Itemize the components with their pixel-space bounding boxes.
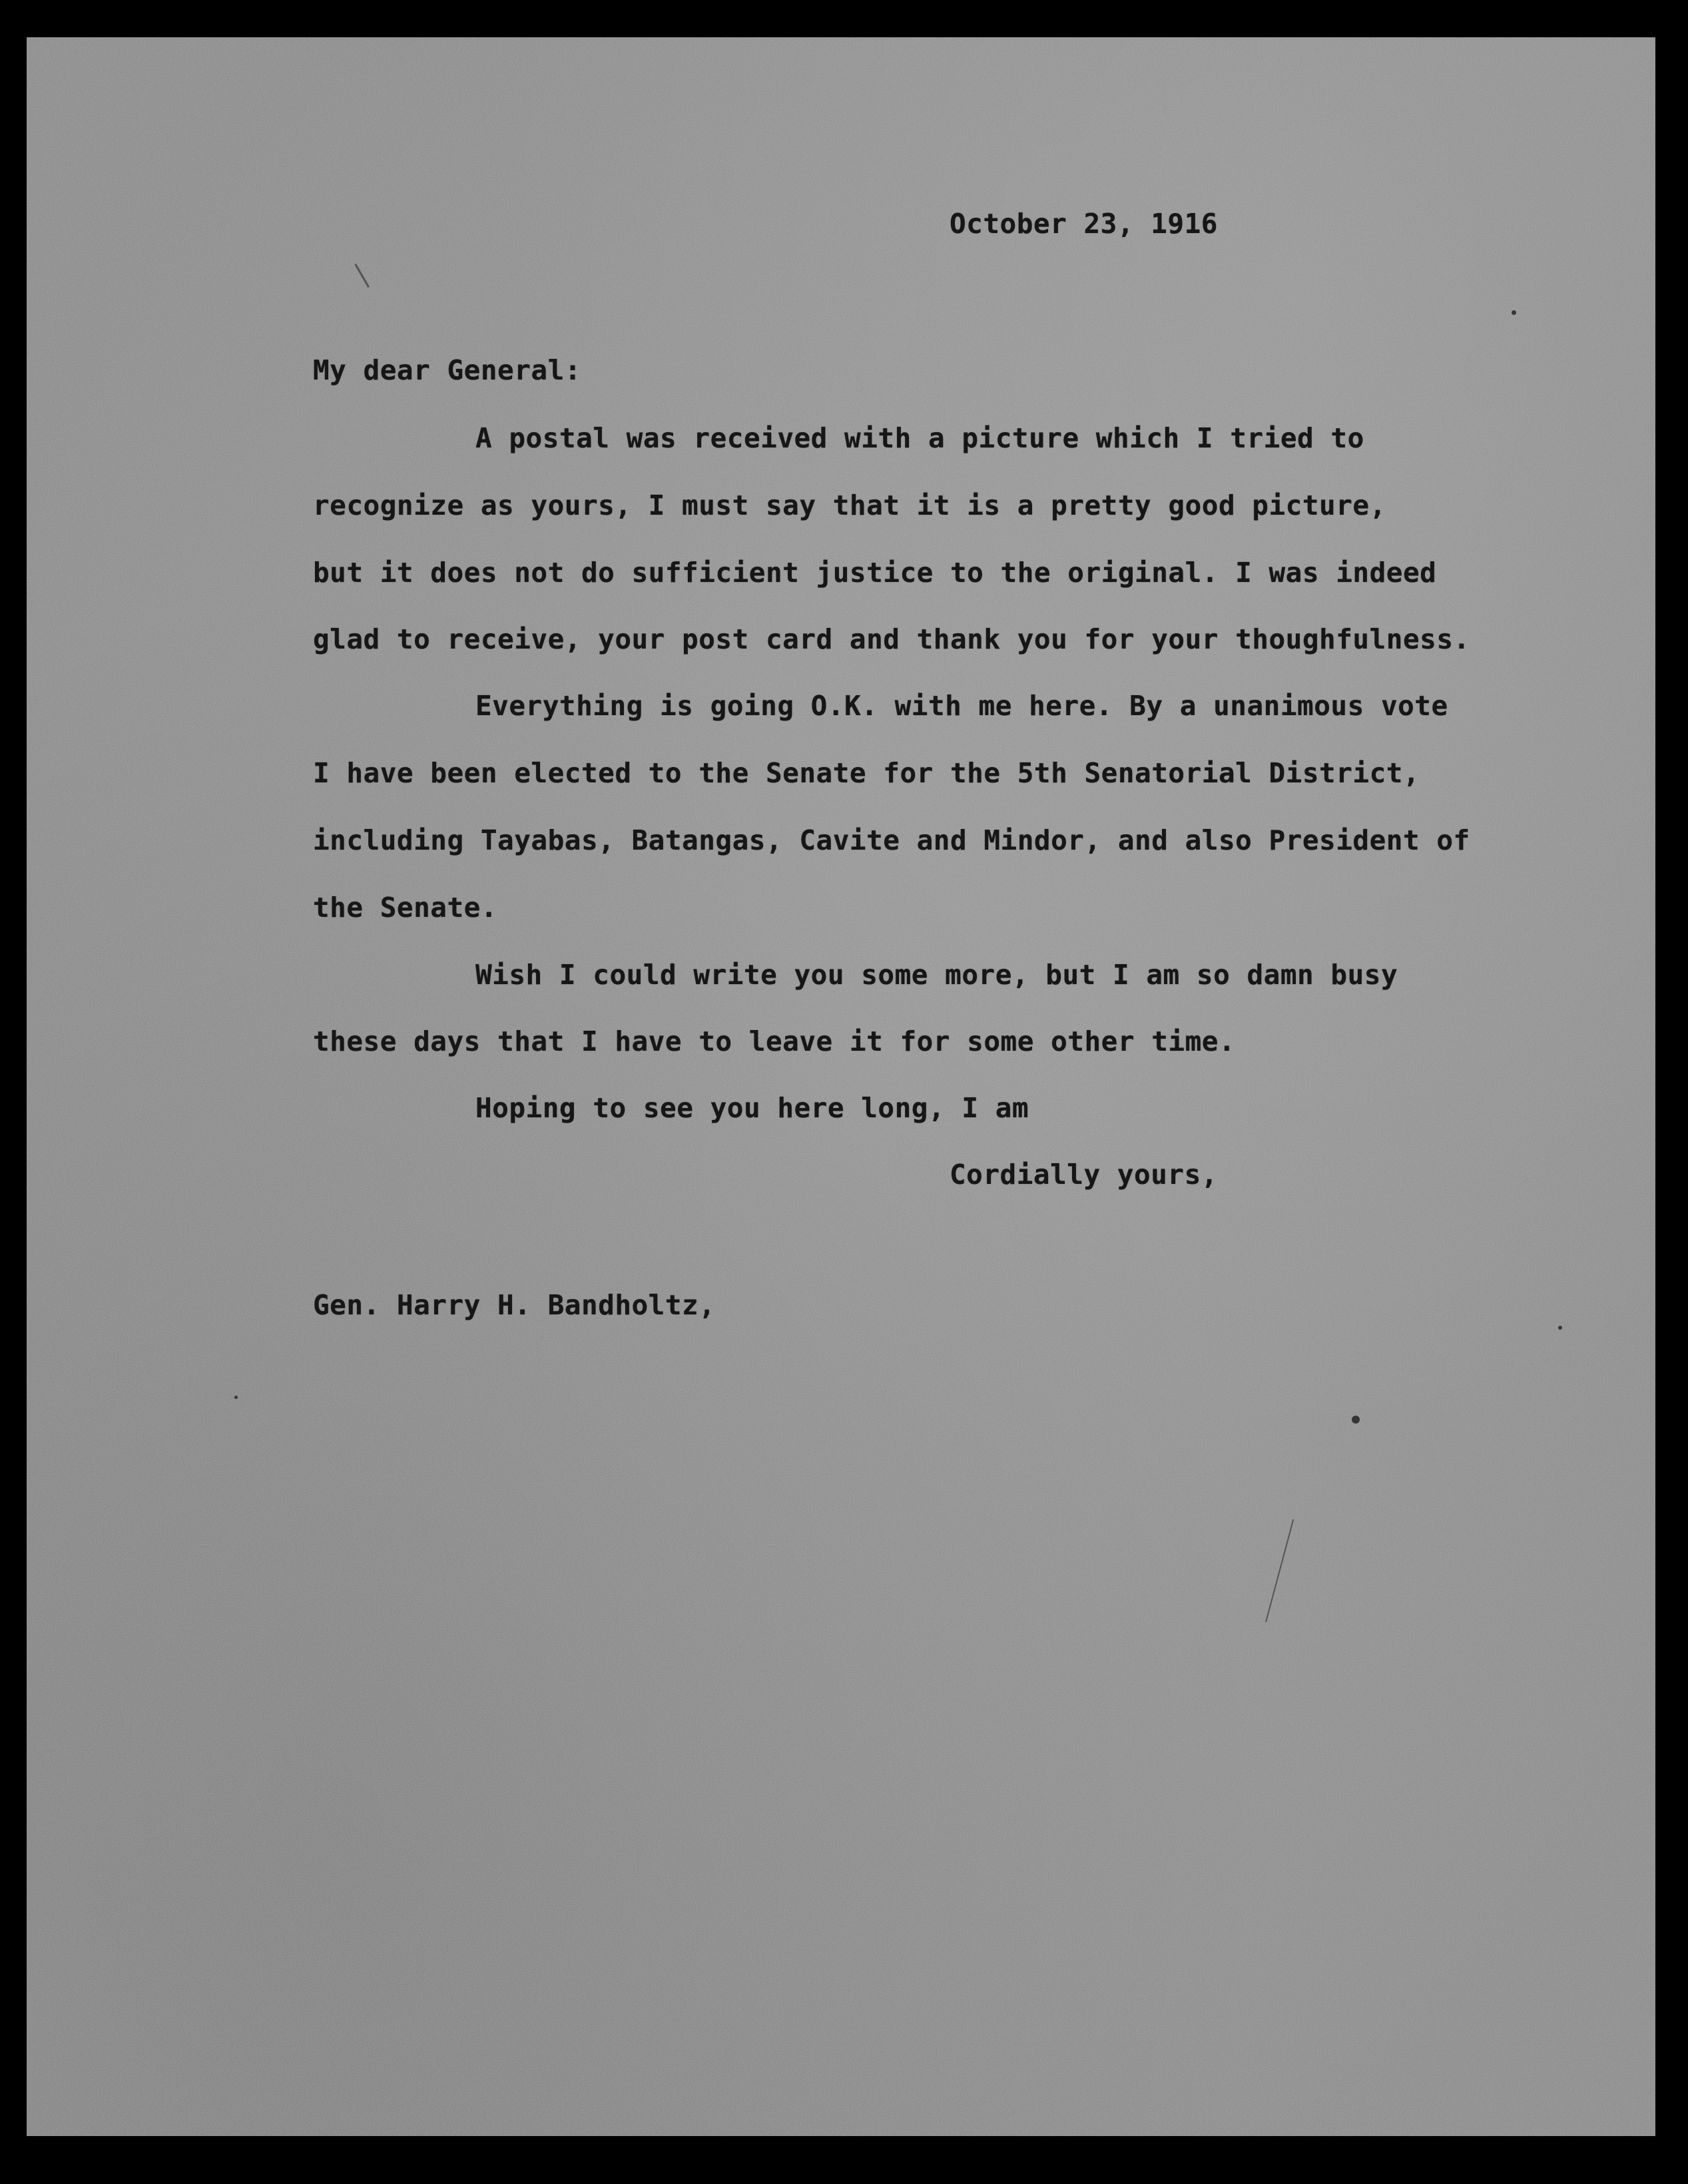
paragraph-3-line-1: Wish I could write you some more, but I am so damn busy (475, 959, 1398, 991)
letter-sheet (27, 37, 1655, 2136)
paragraph-1-line-1: A postal was received with a picture which I tried to (475, 422, 1364, 454)
letter-signoff: Cordially yours, (950, 1159, 1218, 1191)
paragraph-2-line-3: including Tayabas, Batangas, Cavite and Mindor, and also President of (313, 824, 1470, 856)
letter-salutation: My dear General: (313, 354, 581, 386)
paragraph-1-line-2: recognize as yours, I must say that it is a pretty good picture, (313, 489, 1386, 521)
paragraph-1-line-3: but it does not do sufficient justice to the original. I was indeed (313, 557, 1437, 589)
paragraph-2-line-4: the Senate. (313, 892, 498, 924)
paper-speck (1352, 1416, 1360, 1424)
letter-date: October 23, 1916 (950, 208, 1218, 240)
paper-speck (1558, 1326, 1562, 1330)
paragraph-3-line-2: these days that I have to leave it for some other time. (313, 1025, 1236, 1057)
paragraph-2-line-2: I have been elected to the Senate for the 5th Senatorial District, (313, 757, 1420, 789)
paper-speck (234, 1396, 238, 1399)
paragraph-2-line-1: Everything is going O.K. with me here. By a unanimous vote (475, 690, 1448, 722)
letter-body (27, 37, 1655, 2136)
letter-closing-line: Hoping to see you here long, I am (475, 1092, 1029, 1124)
paper-speck (1512, 310, 1516, 315)
paragraph-1-line-4: glad to receive, your post card and thank you for your thoughfulness. (313, 623, 1470, 655)
letter-recipient: Gen. Harry H. Bandholtz, (313, 1289, 716, 1321)
